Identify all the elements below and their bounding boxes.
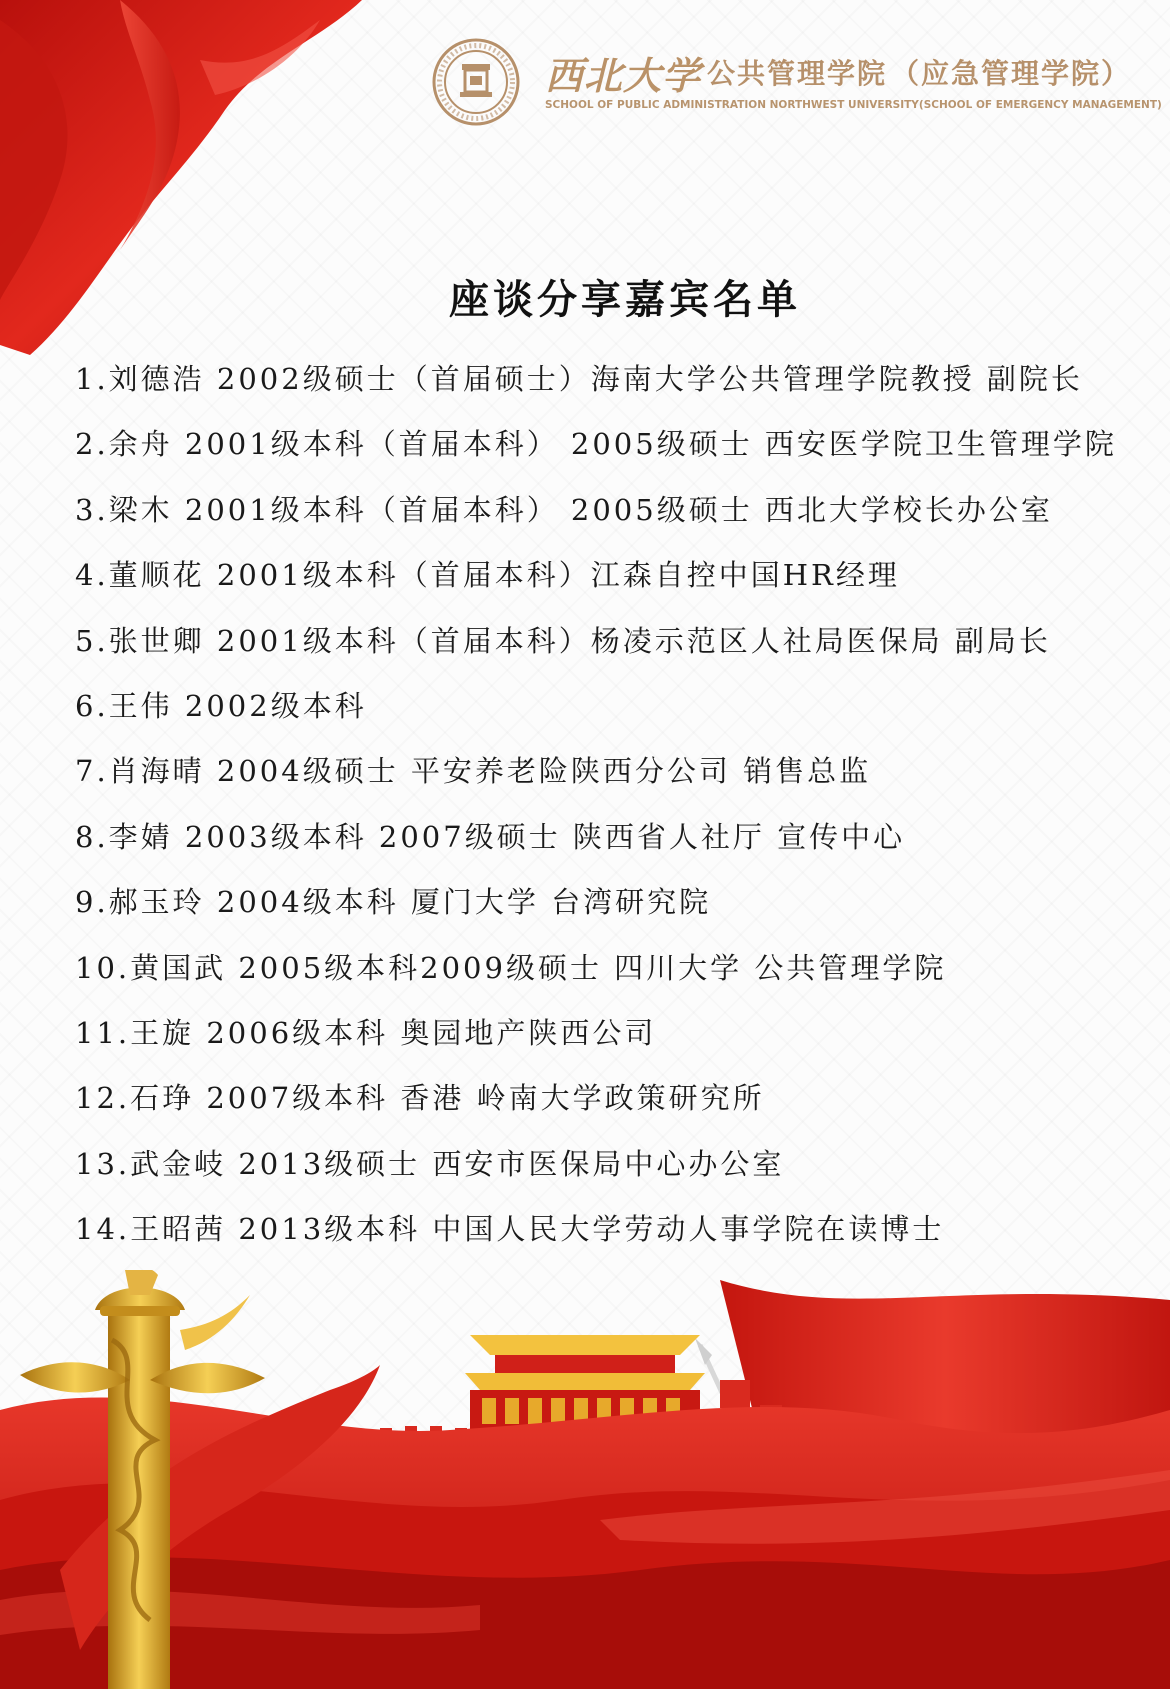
logo-wordmark [545,44,1131,100]
logo-school-alt-name: （应急管理学院） [891,57,1132,90]
guest-item: 3.梁木 2001级本科（首届本科） 2005级硕士 西北大学校长办公室 [75,492,1053,527]
university-seal-icon [432,38,520,126]
logo-school-name: 公共管理学院 [707,57,888,90]
guest-item: 11.王旋 2006级本科 奥园地产陕西公司 [75,1015,657,1050]
guest-item: 6.王伟 2002级本科 [75,688,367,723]
bottom-banner-decoration [0,1270,1170,1689]
guest-item: 7.肖海晴 2004级硕士 平安养老险陕西分公司 销售总监 [75,754,872,789]
logo-university-name: 西北大学 [545,52,702,98]
logo-english-school: SCHOOL OF PUBLIC ADMINISTRATION NORTHWEST UNIVERSITY [545,99,919,111]
logo-english-line [545,99,1162,111]
guest-item: 10.黄国武 2005级本科2009级硕士 四川大学 公共管理学院 [75,950,947,985]
guest-item: 2.余舟 2001级本科（首届本科） 2005级硕士 西安医学院卫生管理学院 [75,427,1117,462]
page-title: 座谈分享嘉宾名单 [449,277,801,323]
guest-item: 9.郝玉玲 2004级本科 厦门大学 台湾研究院 [75,885,712,920]
guest-item: 4.董顺花 2001级本科（首届本科）江森自控中国HR经理 [75,558,900,593]
guest-item: 14.王昭茜 2013级本科 中国人民大学劳动人事学院在读博士 [75,1212,945,1247]
guest-item: 1.刘德浩 2002级硕士（首届硕士）海南大学公共管理学院教授 副院长 [75,362,1083,396]
guest-item: 13.武金岐 2013级硕士 西安市医保局中心办公室 [75,1146,785,1181]
guest-item: 5.张世卿 2001级本科（首届本科）杨凌示范区人社局医保局 副局长 [75,623,1051,658]
guest-list [75,355,1117,1270]
guest-item: 8.李婧 2003级本科 2007级硕士 陕西省人社厅 宣传中心 [75,819,906,854]
logo-english-school-alt: (SCHOOL OF EMERGENCY MANAGEMENT) [918,99,1162,111]
guest-item: 12.石琤 2007级本科 香港 岭南大学政策研究所 [75,1081,765,1116]
